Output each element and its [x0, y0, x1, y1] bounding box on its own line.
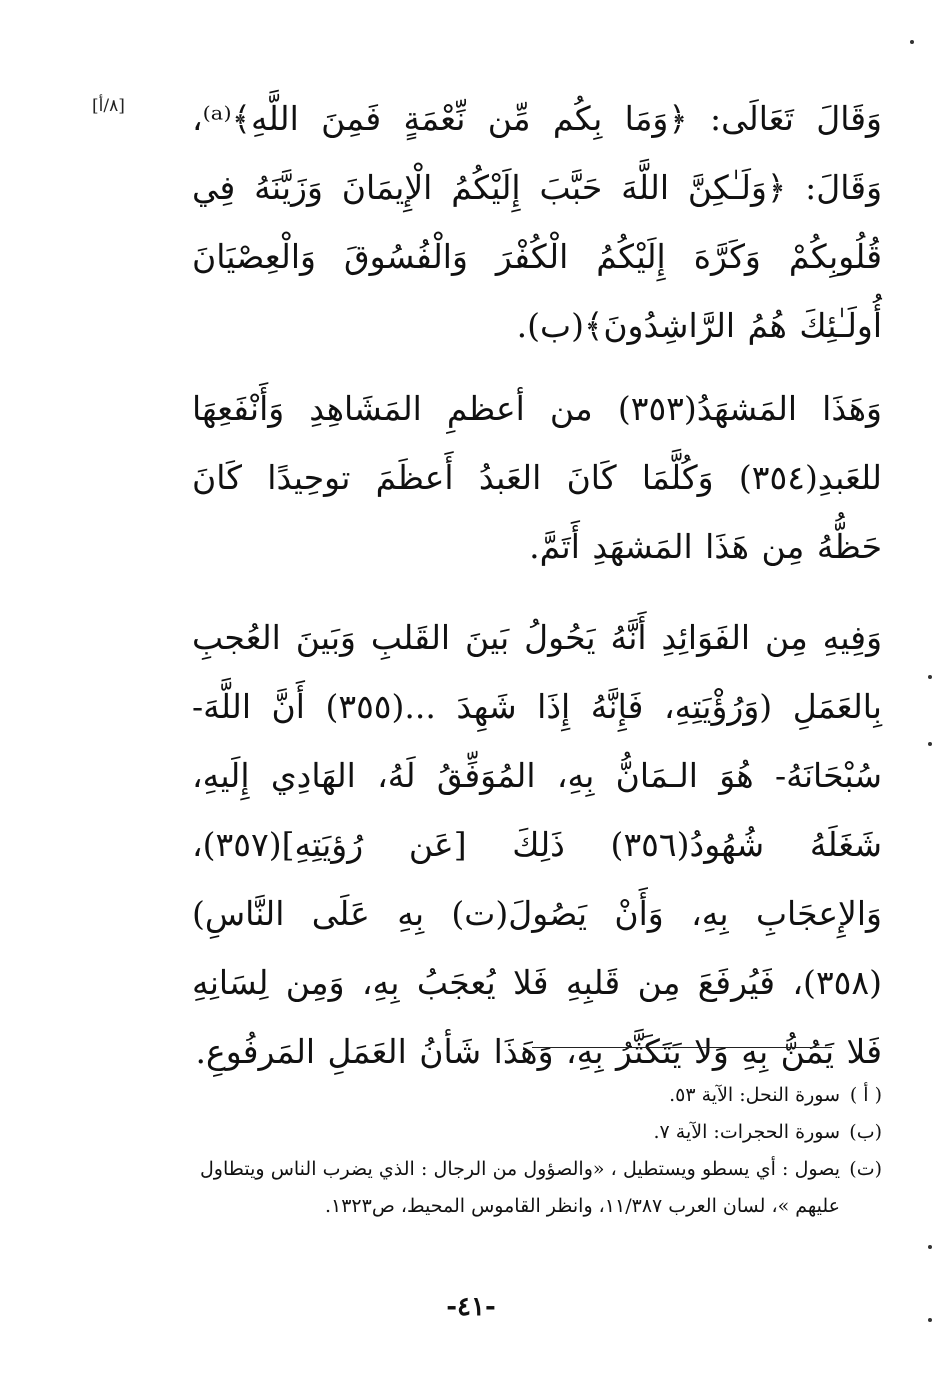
paragraph-2: وَهَذَا المَشهَدُ(٣٥٣) من أعظمِ المَشَاهِدِ وَأَنْفَعِهَا للعَبدِ(٣٥٤) وَكُلَّمَا كَانَ العَبدُ أَعظَمَ توحِيدًا كَانَ حَظُّهُ مِن هَذَا المَشهَدِ أَتَمَّ. — [192, 389, 882, 566]
footnote-mark: (ب) — [849, 1121, 882, 1143]
footnote-separator — [532, 1047, 832, 1048]
scan-speck — [928, 675, 932, 679]
page-number: -٤١- — [446, 1292, 496, 1322]
paragraph-3: وَفِيهِ مِن الفَوَائِدِ أَنَّهُ يَحُولُ بَينَ القَلبِ وَبَينَ العُجبِ بِالعَمَلِ (وَرُؤْيَتِهِ، فَإِنَّهُ إِذَا شَهِدَ ...(٣٥٥) أَنَّ اللَّهَ- سُبْحَانَهُ- هُوَ الـمَانُّ بِهِ، المُوَفِّقُ لَهُ، الهَادِي إِلَيهِ، شَغَلَهُ شُهُودُ(٣٥٦) ذَلِكَ [عَن رُؤيَتِهِ](٣٥٧)، وَالإِعجَابِ بِهِ، وَأَنْ يَصُولَ(ت) بِهِ عَلَى النَّاسِ)(٣٥٨)، فَيُرفَعَ مِن قَلبِهِ فَلا يُعجَبُ بِهِ، وَمِن لِسَانِهِ فَلا يَمُنُّ بِهِ وَلا يَتَكَثَّرُ بِهِ، وَهَذَا شَأنُ العَمَلِ المَرفُوعِ. — [192, 618, 883, 1071]
footnote-text: يصول : أي يسطو ويستطيل ، «والصؤول من الرجال : الذي يضرب الناس ويتطاول عليهم »، لسان العرب ١١/٣٨٧، وانظر القاموس المحيط، ص١٣٢٣. — [200, 1158, 840, 1217]
paragraph-1: وَقَالَ تَعَالَى: ﴿وَمَا بِكُم مِّن نِّعْمَةٍ فَمِنَ اللَّهِ﴾⁽ᵃ⁾، وَقَالَ: ﴿وَلَـٰكِنَّ اللَّهَ حَبَّبَ إِلَيْكُمُ الْإِيمَانَ وَزَيَّنَهُ فِي قُلُوبِكُمْ وَكَرَّهَ إِلَيْكُمُ الْكُفْرَ وَالْفُسُوقَ وَالْعِصْيَانَ أُولَـٰئِكَ هُمُ الرَّاشِدُونَ﴾(ب). — [192, 99, 882, 345]
footnote-t — [200, 1151, 882, 1225]
footnote-mark: ( أ ) — [849, 1084, 882, 1106]
footnote-text: سورة الحجرات: الآية ٧. — [653, 1121, 840, 1143]
footnote-a — [200, 1077, 882, 1114]
main-text-body — [192, 84, 882, 1104]
scan-speck — [910, 40, 914, 44]
footnotes — [200, 1077, 882, 1225]
footnote-text: سورة النحل: الآية ٥٣. — [669, 1084, 840, 1106]
scan-speck — [928, 1245, 932, 1249]
manuscript-folio-reference: [٨/أ] — [92, 96, 125, 116]
footnote-mark: (ت) — [849, 1158, 882, 1180]
scan-speck — [928, 742, 932, 746]
footnote-b — [200, 1114, 882, 1151]
scan-speck — [928, 1318, 932, 1322]
